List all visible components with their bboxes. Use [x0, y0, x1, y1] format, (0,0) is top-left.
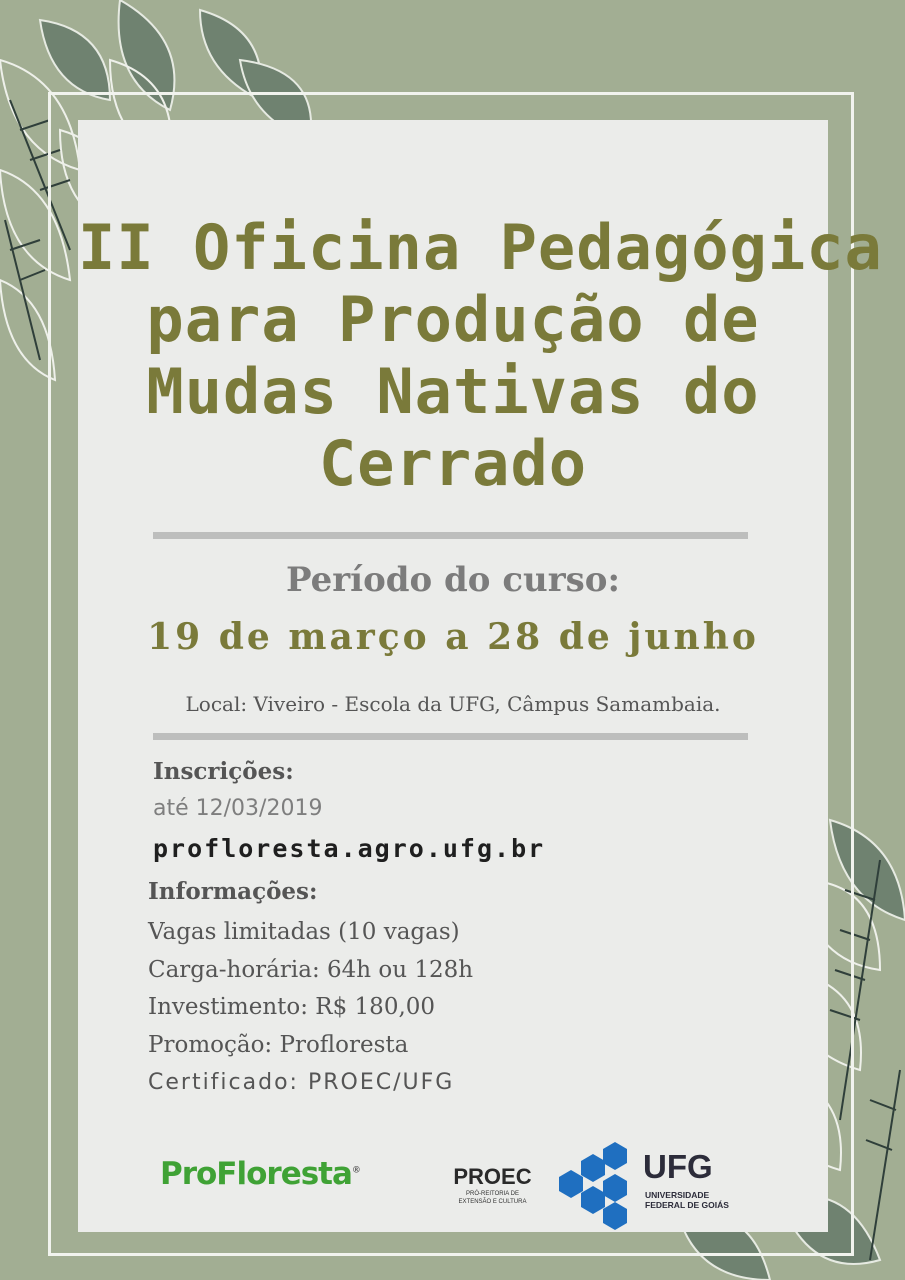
ufg-logo-line2: FEDERAL DE GOIÁS [645, 1200, 729, 1210]
information-heading: Informações: [148, 878, 318, 905]
ufg-logo-line1: UNIVERSIDADE [645, 1190, 710, 1200]
proec-logo-name: PROEC [453, 1164, 532, 1189]
proec-logo-line1: PRÓ-REITORIA DE [466, 1191, 519, 1197]
divider-top [153, 532, 748, 539]
period-label: Período do curso: [285, 560, 621, 600]
proec-logo [445, 1164, 540, 1206]
title-line: Cerrado [318, 427, 588, 500]
period-dates: 19 de março a 28 de junho [147, 616, 759, 658]
poster-title [78, 211, 883, 500]
information-item: Certificado: PROEC/UFG [148, 1070, 455, 1095]
information-item: Investimento: R$ 180,00 [148, 994, 436, 1020]
information-list [148, 914, 473, 1102]
proec-logo-line2: EXTENSÃO E CULTURA [458, 1199, 527, 1205]
profloresta-logo [160, 1156, 361, 1192]
information-item: Carga-horária: 64h ou 128h [148, 956, 474, 983]
registration-url[interactable]: profloresta.agro.ufg.br [153, 834, 546, 863]
registered-mark: ® [351, 1165, 361, 1176]
information-item: Promoção: Profloresta [148, 1031, 409, 1058]
ufg-hexagon-icon [555, 1140, 640, 1230]
title-line: II Oficina Pedagógica [78, 211, 883, 284]
profloresta-logo-text: ProFloresta [160, 1156, 352, 1192]
title-line: para Produção de [146, 283, 760, 356]
divider-bottom [153, 733, 748, 740]
ufg-logo-name: UFG [643, 1148, 713, 1185]
registration-heading: Inscrições: [153, 758, 294, 785]
ufg-logo-subtitle [645, 1190, 729, 1210]
registration-deadline: até 12/03/2019 [153, 796, 323, 821]
information-item: Vagas limitadas (10 vagas) [148, 919, 460, 945]
ufg-logo [555, 1140, 735, 1230]
title-line: Mudas Nativas do [146, 355, 760, 428]
location-text: Local: Viveiro - Escola da UFG, Câmpus Samambaia. [185, 692, 721, 716]
